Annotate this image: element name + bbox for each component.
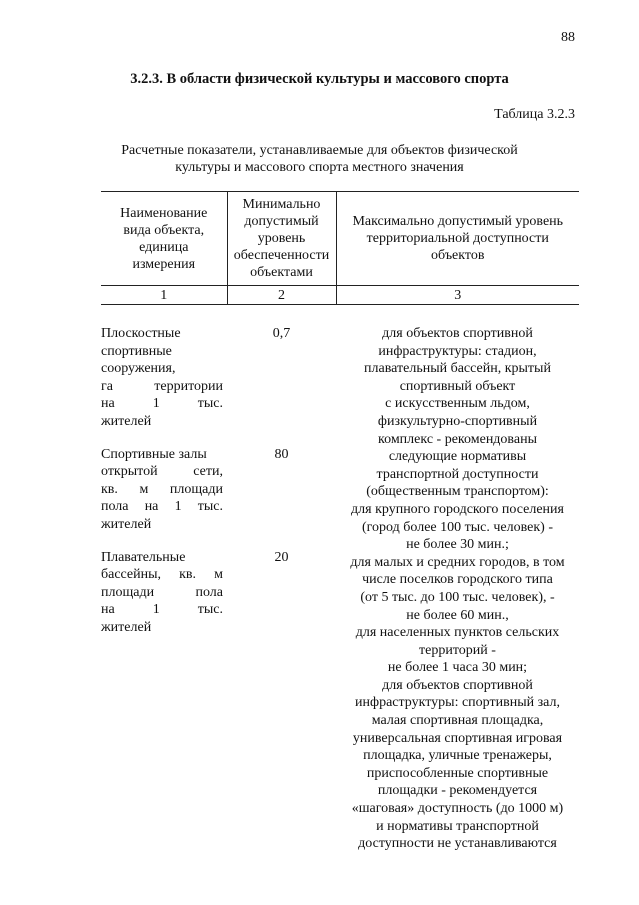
accessibility-line: приспособленные спортивные — [366, 765, 549, 781]
accessibility-line: для крупного городского поселения — [351, 501, 564, 517]
header-line: обеспеченности — [233, 248, 330, 263]
header-min-level — [227, 192, 336, 286]
column-number: 2 — [227, 286, 336, 305]
header-line: Минимально — [242, 197, 321, 212]
header-line: территориальной доступности — [366, 231, 549, 246]
header-line: измерения — [132, 256, 196, 272]
row3-name — [101, 549, 223, 637]
accessibility-line: доступности не устанавливаются — [358, 836, 557, 852]
row2-name — [101, 446, 223, 534]
name-line: Плоскостные — [101, 326, 181, 341]
header-line: объектов — [431, 248, 485, 263]
indicators-table — [101, 191, 579, 853]
column-number: 3 — [336, 286, 579, 305]
name-line: площади пола — [101, 584, 223, 600]
name-line: бассейны, кв. м — [101, 567, 223, 583]
accessibility-line: и нормативы транспортной — [376, 818, 539, 834]
name-line: Спортивные залы — [101, 446, 207, 462]
column-number-row — [101, 286, 579, 305]
table-caption — [0, 142, 639, 176]
name-line: на 1 тыс. — [101, 396, 223, 412]
accessibility-line: инфраструктуры: стадион, — [378, 343, 537, 359]
accessibility-line: числе поселков городского типа — [362, 572, 553, 588]
accessibility-line: комплекс - рекомендованы — [378, 431, 537, 447]
accessibility-line: (общественным транспортом): — [366, 484, 549, 500]
name-line: га территории — [101, 378, 223, 394]
name-line: пола на 1 тыс. — [101, 499, 223, 515]
table-caption-line: Расчетные показатели, устанавливаемые для объектов физической — [121, 143, 518, 158]
accessibility-line: транспортной доступности — [376, 466, 539, 482]
accessibility-line: малая спортивная площадка, — [371, 713, 544, 729]
table-number: Таблица 3.2.3 — [494, 107, 575, 122]
accessibility-line: инфраструктуры: спортивный зал, — [355, 695, 560, 711]
accessibility-cell — [336, 305, 579, 853]
accessibility-line: площадки - рекомендуется — [377, 783, 538, 799]
header-line: вида объекта, — [123, 222, 205, 238]
name-line: кв. м площади — [101, 481, 223, 497]
table-caption-line: культуры и массового спорта местного значения — [175, 160, 464, 175]
header-line: уровень — [257, 231, 306, 246]
accessibility-line: для населенных пунктов сельских — [355, 625, 560, 641]
name-line: сооружения, — [101, 361, 176, 377]
accessibility-line: не более 60 мин., — [406, 607, 509, 623]
header-line: объектами — [250, 265, 313, 280]
header-line: Максимально допустимый уровень — [352, 214, 564, 229]
accessibility-line: с искусственным льдом, — [385, 396, 530, 412]
name-line: жителей — [101, 619, 152, 635]
accessibility-line: для объектов спортивной — [382, 326, 533, 341]
accessibility-line: (от 5 тыс. до 100 тыс. человек), - — [360, 589, 555, 605]
name-line: жителей — [101, 413, 152, 429]
accessibility-line: «шаговая» доступность (до 1000 м) — [351, 801, 564, 817]
object-name-cell — [101, 305, 227, 853]
section-heading: 3.2.3. В области физической культуры и массового спорта — [130, 71, 509, 87]
accessibility-line: для малых и средних городов, в том — [350, 554, 565, 570]
accessibility-line: не более 1 часа 30 мин; — [387, 660, 528, 676]
page-number: 88 — [561, 30, 575, 45]
row3-value: 20 — [274, 549, 289, 565]
header-max-accessibility — [336, 192, 579, 286]
accessibility-line: физкультурно-спортивный — [377, 413, 538, 429]
row2-value: 80 — [274, 446, 289, 462]
header-line: Наименование — [120, 205, 208, 221]
row1-value: 0,7 — [272, 326, 291, 341]
accessibility-line: не более 30 мин.; — [406, 537, 509, 553]
accessibility-line: плавательный бассейн, крытый — [364, 361, 551, 377]
row1-name — [101, 325, 223, 431]
accessibility-line: для объектов спортивной — [382, 677, 533, 693]
min-level-cell — [227, 305, 336, 853]
accessibility-line: площадка, уличные тренажеры, — [363, 748, 552, 764]
table-row — [101, 305, 579, 853]
accessibility-line: следующие нормативы — [388, 449, 527, 465]
name-line: открытой сети, — [101, 464, 223, 480]
header-line: допустимый — [244, 214, 319, 229]
name-line: жителей — [101, 516, 152, 532]
header-line: единица — [139, 239, 189, 255]
name-line: на 1 тыс. — [101, 602, 223, 618]
name-line: спортивные — [101, 343, 172, 359]
header-object-name — [101, 192, 227, 286]
accessibility-line: территорий - — [419, 642, 496, 658]
column-number: 1 — [101, 286, 227, 305]
accessibility-line: спортивный объект — [399, 378, 516, 394]
accessibility-line: (город более 100 тыс. человек) - — [362, 519, 553, 535]
accessibility-line: универсальная спортивная игровая — [352, 730, 563, 746]
name-line: Плавательные — [101, 549, 186, 565]
table-header-row — [101, 192, 579, 286]
